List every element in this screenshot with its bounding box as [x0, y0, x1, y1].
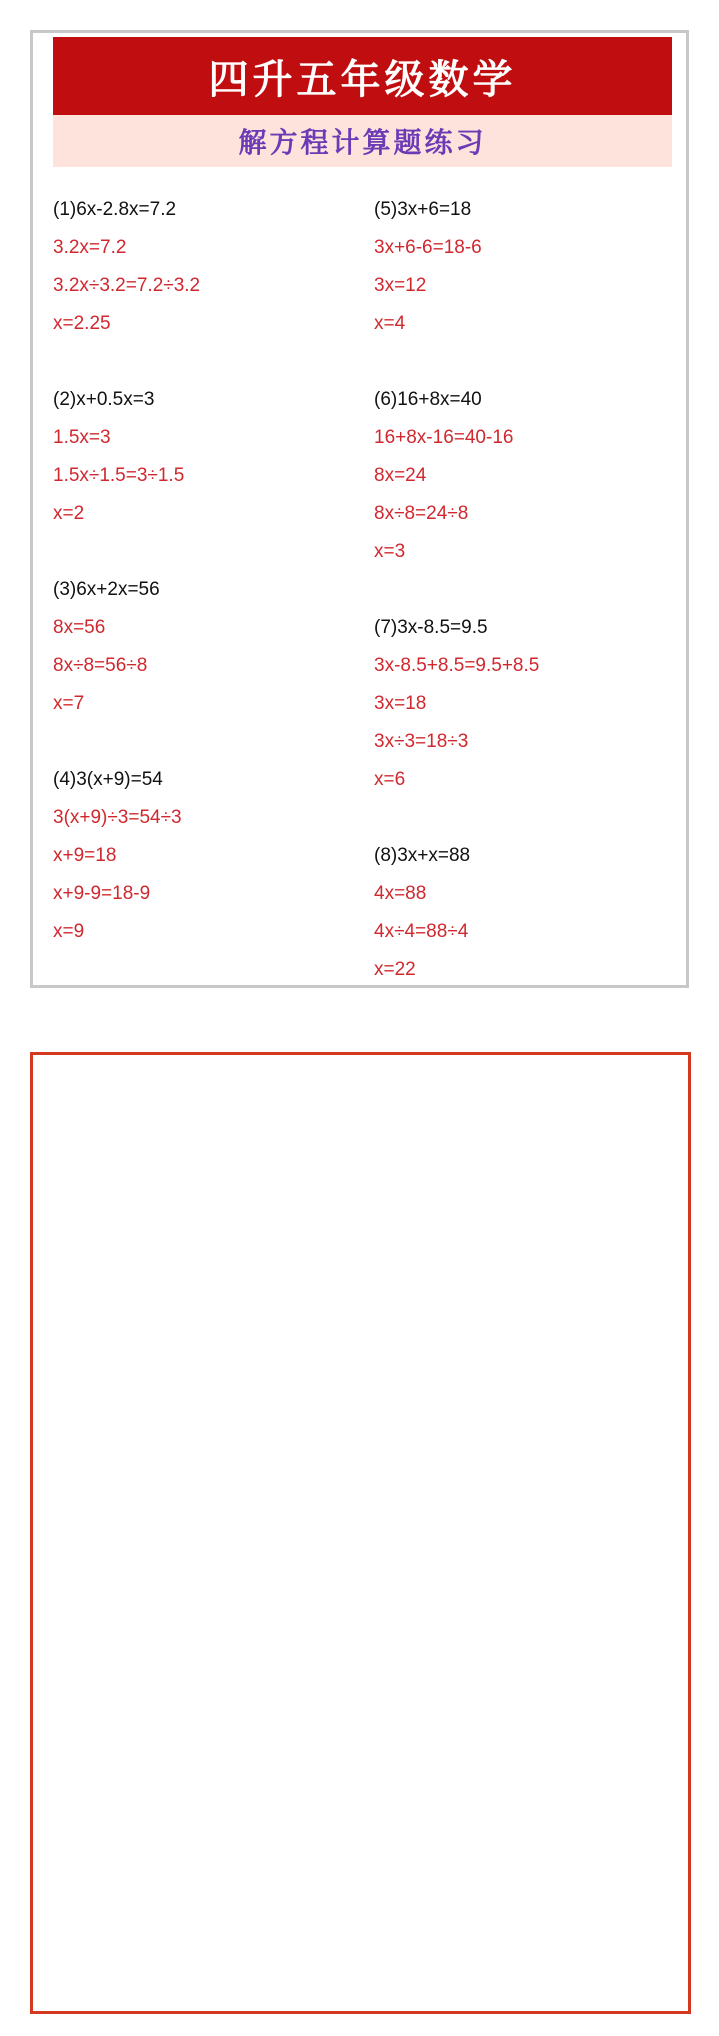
- solution-step: 3.2x÷3.2=7.2÷3.2: [53, 275, 201, 296]
- solution-step: x=9: [53, 921, 85, 942]
- problem-6: [374, 381, 674, 571]
- problem-question: (4)3(x+9)=54: [53, 769, 163, 790]
- worksheet-subtitle: 解方程计算题练习: [53, 115, 672, 167]
- solution-step: 3(x+9)÷3=54÷3: [53, 807, 182, 828]
- problem-1: [53, 191, 353, 343]
- solution-step: x=3: [374, 541, 406, 562]
- problem-question: (6)16+8x=40: [374, 389, 482, 410]
- problem-question: (3)6x+2x=56: [53, 579, 160, 600]
- problem-3: [53, 571, 353, 723]
- solution-step: 3x+6-6=18-6: [374, 237, 482, 258]
- problem-4: [53, 761, 353, 951]
- solution-step: 3.2x=7.2: [53, 237, 127, 258]
- solution-step: 8x÷8=56÷8: [53, 655, 148, 676]
- solution-step: 3x÷3=18÷3: [374, 731, 469, 752]
- right-column: [374, 191, 674, 989]
- solution-step: x=6: [374, 769, 406, 790]
- problem-2: [53, 381, 353, 533]
- problem-5: [374, 191, 674, 343]
- solution-step: x=2.25: [53, 313, 111, 334]
- worksheet-title: 四升五年级数学: [53, 37, 672, 115]
- solution-step: 8x=24: [374, 465, 427, 486]
- solution-step: 3x-8.5+8.5=9.5+8.5: [374, 655, 540, 676]
- solution-step: 3x=18: [374, 693, 427, 714]
- problem-question: (8)3x+x=88: [374, 845, 471, 866]
- solution-step: 4x=88: [374, 883, 427, 904]
- solution-step: x+9-9=18-9: [53, 883, 151, 904]
- solution-step: 1.5x=3: [53, 427, 111, 448]
- solution-step: 3x=12: [374, 275, 427, 296]
- problem-7: [374, 609, 674, 799]
- problem-question: (1)6x-2.8x=7.2: [53, 199, 177, 220]
- solution-step: 16+8x-16=40-16: [374, 427, 514, 448]
- solution-step: x=7: [53, 693, 85, 714]
- problem-question: (2)x+0.5x=3: [53, 389, 155, 410]
- solution-step: x=4: [374, 313, 406, 334]
- problem-8: [374, 837, 674, 989]
- solution-step: 4x÷4=88÷4: [374, 921, 469, 942]
- problem-question: (7)3x-8.5=9.5: [374, 617, 488, 638]
- solution-step: 8x÷8=24÷8: [374, 503, 469, 524]
- solution-step: x+9=18: [53, 845, 117, 866]
- problem-question: (5)3x+6=18: [374, 199, 472, 220]
- blank-frame: [30, 1052, 691, 2014]
- left-column: [53, 191, 353, 951]
- solution-step: 1.5x÷1.5=3÷1.5: [53, 465, 185, 486]
- solution-step: x=22: [374, 959, 416, 980]
- solution-step: x=2: [53, 503, 85, 524]
- worksheet-card: [30, 30, 689, 988]
- solution-step: 8x=56: [53, 617, 106, 638]
